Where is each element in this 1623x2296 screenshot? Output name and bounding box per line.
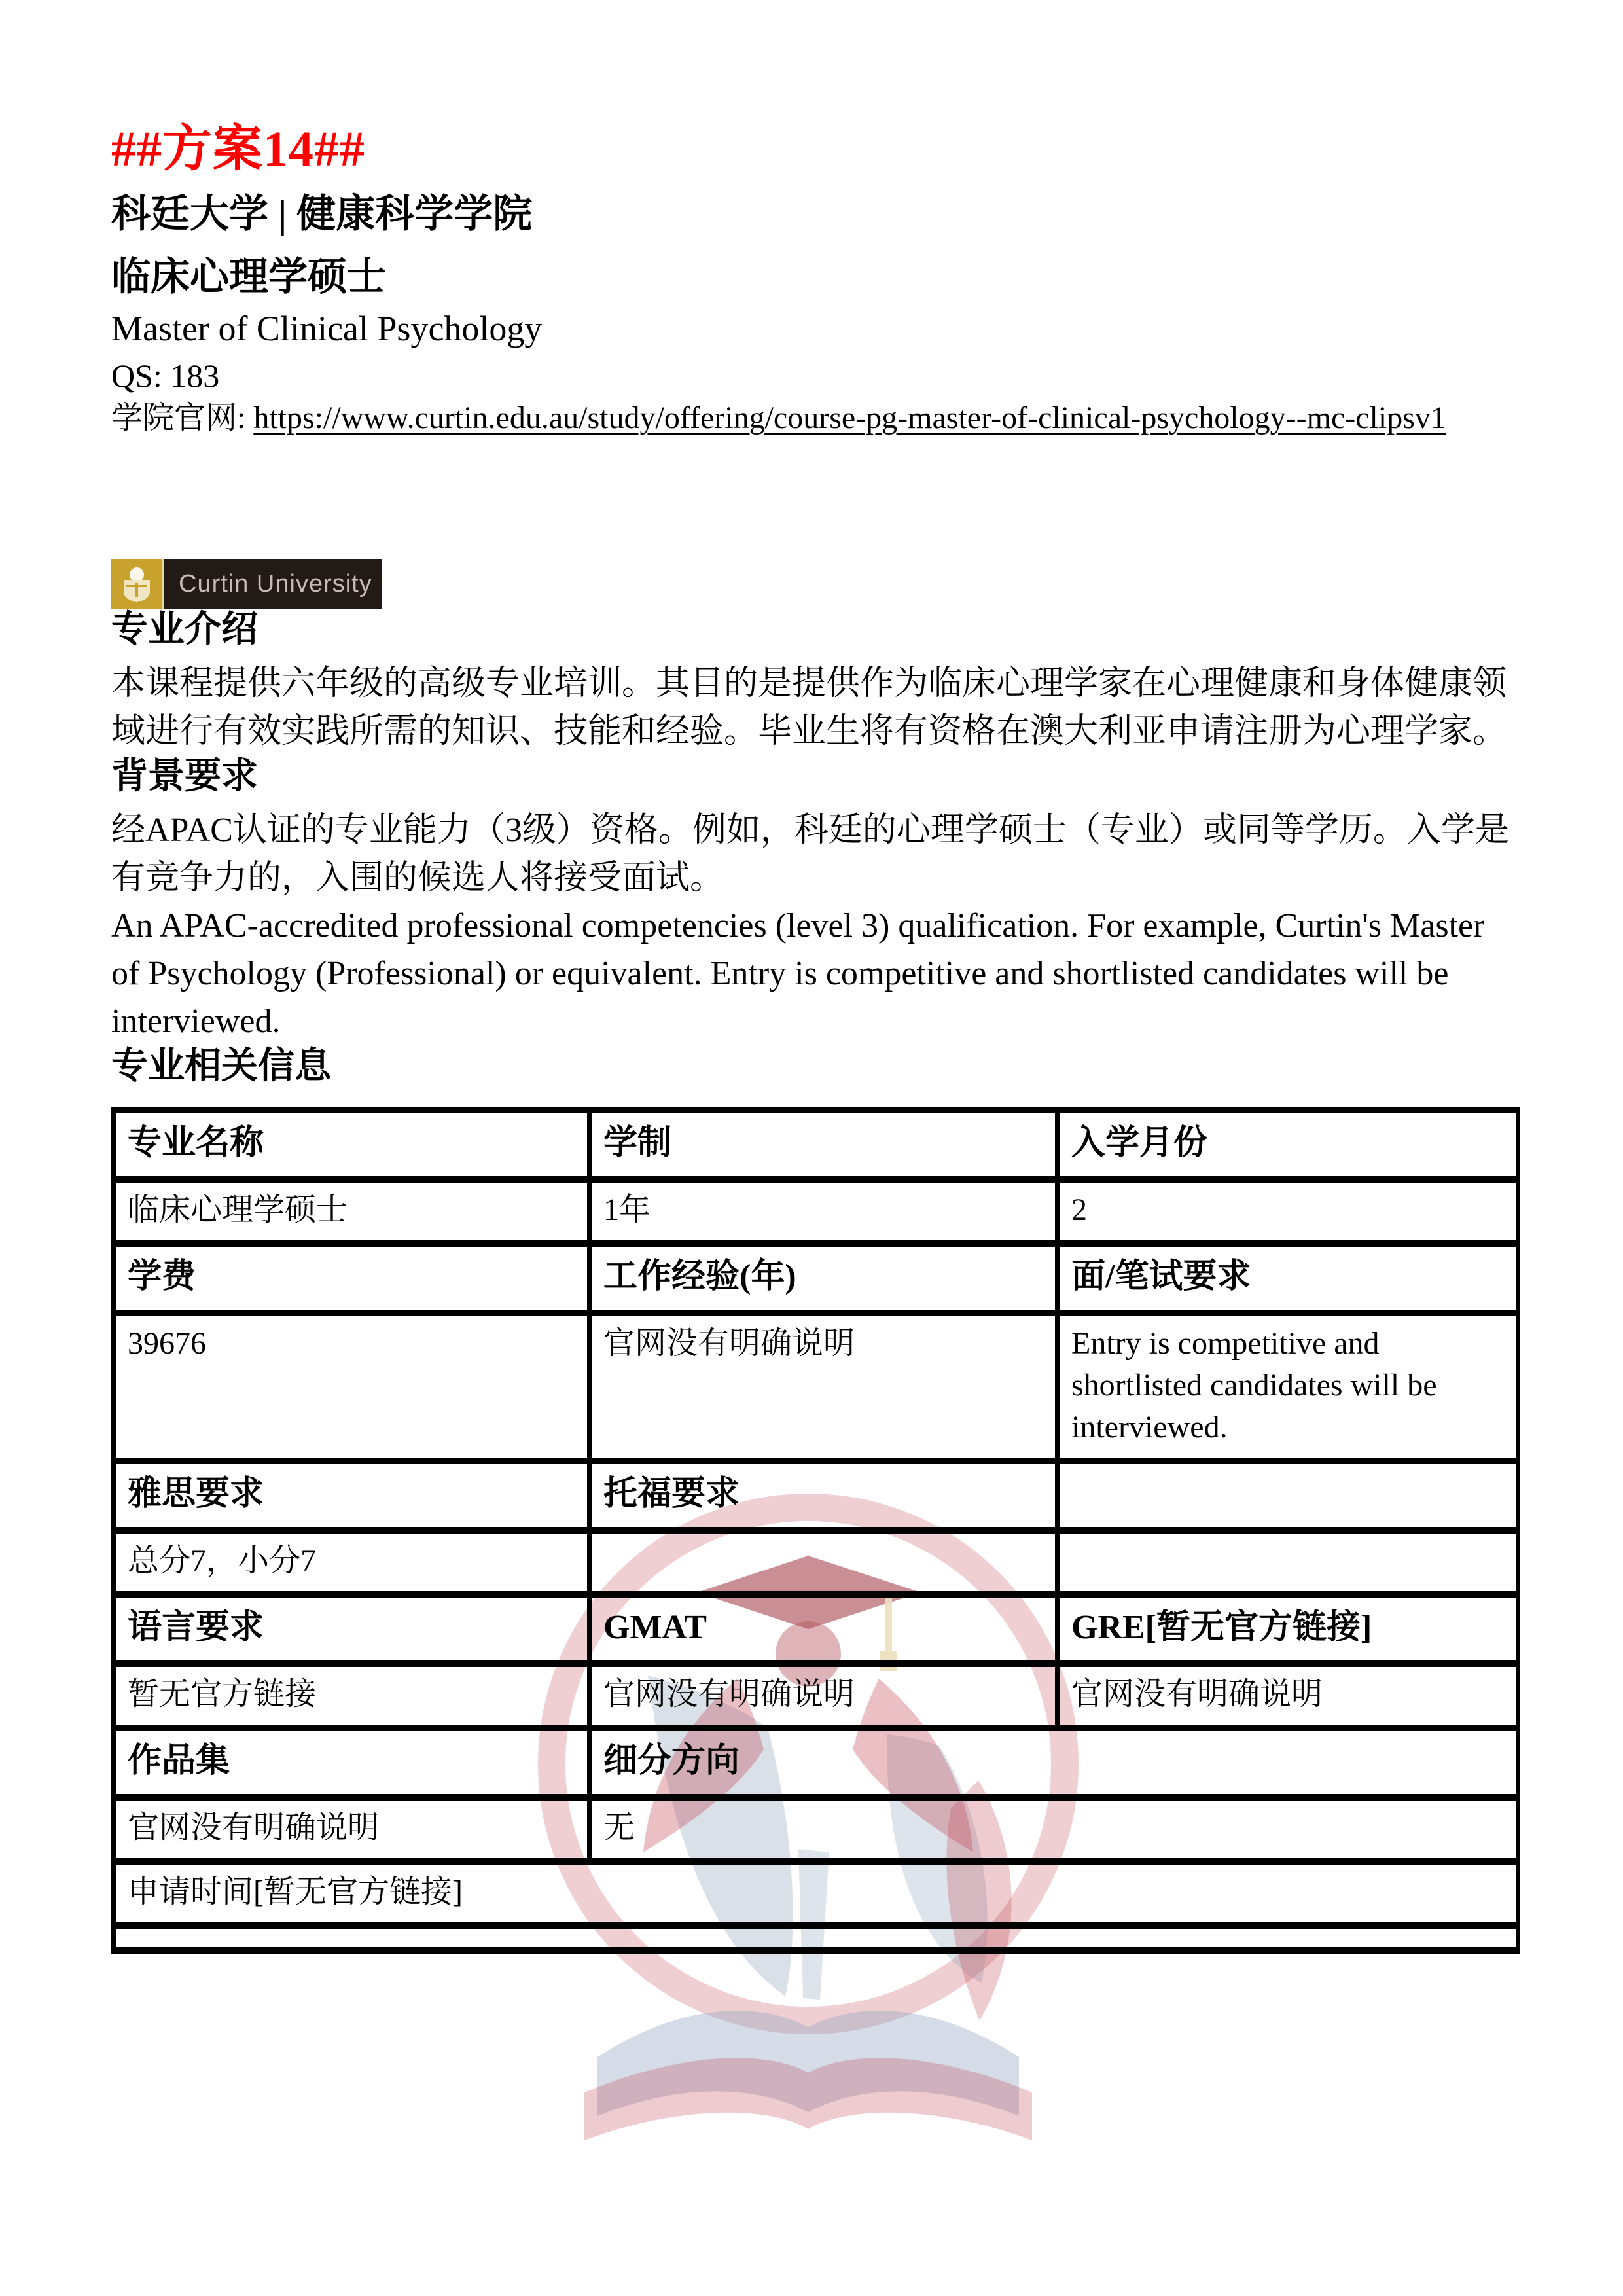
cell-work-experience: 官网没有明确说明 xyxy=(590,1313,1058,1461)
table-row xyxy=(114,1926,1518,1950)
official-site-link[interactable]: https://www.curtin.edu.au/study/offering/course-pg-master-of-clinical-psychology--mc-clipsv1 xyxy=(253,401,1446,435)
scheme-tag: ##方案14## xyxy=(111,122,365,177)
header-cell-interview-test: 面/笔试要求 xyxy=(1058,1244,1518,1313)
cell-blank xyxy=(590,1530,1058,1594)
header-cell-toefl: 托福要求 xyxy=(590,1461,1058,1530)
cell-gre: 官网没有明确说明 xyxy=(1058,1664,1518,1728)
header-cell-work-experience: 工作经验(年) xyxy=(590,1244,1058,1313)
cell-blank xyxy=(1058,1530,1518,1594)
curtin-logo-text: Curtin University xyxy=(164,559,382,609)
curtin-crest-icon xyxy=(111,559,164,609)
section-title-intro: 专业介绍 xyxy=(111,609,258,650)
cell-duration: 1年 xyxy=(590,1179,1058,1244)
header-cell-specialisation: 细分方向 xyxy=(590,1728,1518,1797)
cell-language-req: 暂无官方链接 xyxy=(114,1664,590,1728)
curtin-university-logo xyxy=(111,559,382,609)
cell-application-time: 申请时间[暂无官方链接] xyxy=(114,1861,1518,1926)
table-row xyxy=(114,1797,1518,1861)
cell-blank xyxy=(1058,1461,1518,1530)
header-cell-intake-month: 入学月份 xyxy=(1058,1110,1518,1179)
table-row xyxy=(114,1861,1518,1926)
program-title-en: Master of Clinical Psychology xyxy=(111,309,543,348)
table-row xyxy=(114,1530,1518,1594)
header-cell-program-name: 专业名称 xyxy=(114,1110,590,1179)
cell-portfolio: 官网没有明确说明 xyxy=(114,1797,590,1861)
table-row xyxy=(114,1728,1518,1797)
section-title-related-info: 专业相关信息 xyxy=(111,1046,331,1086)
cell-intake-month: 2 xyxy=(1058,1179,1518,1244)
table-row xyxy=(114,1110,1518,1179)
cell-blank xyxy=(114,1926,1518,1950)
cell-interview-test: Entry is competitive and shortlisted candidates will be interviewed. xyxy=(1058,1313,1518,1461)
program-title-cn: 临床心理学硕士 xyxy=(111,255,386,298)
cell-ielts-score: 总分7，小分7 xyxy=(114,1530,590,1594)
cell-tuition: 39676 xyxy=(114,1313,590,1461)
background-paragraph-en: An APAC-accredited professional competencies (level 3) qualification. For example, Curtin's Master of Psychology (Professional) or equivalent. Entry is competitive and shortlisted candidates will be interviewed. xyxy=(111,907,1485,1040)
cell-gmat: 官网没有明确说明 xyxy=(590,1664,1058,1728)
header-cell-tuition: 学费 xyxy=(114,1244,590,1313)
table-row xyxy=(114,1244,1518,1313)
cell-specialisation: 无 xyxy=(590,1797,1518,1861)
qs-ranking: QS: 183 xyxy=(111,357,220,394)
table-row xyxy=(114,1313,1518,1461)
official-site-label: 学院官网: xyxy=(111,401,246,435)
intro-paragraph: 本课程提供六年级的高级专业培训。其目的是提供作为临床心理学家在心理健康和身体健康领域进行有效实践所需的知识、技能和经验。毕业生将有资格在澳大利亚申请注册为心理学家。 xyxy=(111,665,1507,750)
program-info-table xyxy=(111,1107,1520,1954)
header-cell-duration: 学制 xyxy=(590,1110,1058,1179)
background-paragraph-cn: 经APAC认证的专业能力（3级）资格。例如，科廷的心理学硕士（专业）或同等学历。入学是有竞争力的，入围的候选人将接受面试。 xyxy=(111,812,1509,897)
table-row xyxy=(114,1594,1518,1664)
section-title-background: 背景要求 xyxy=(111,756,258,797)
header-cell-gre: GRE[暂无官方链接] xyxy=(1058,1594,1518,1664)
university-title: 科廷大学 | 健康科学学院 xyxy=(111,192,533,236)
header-cell-language-req: 语言要求 xyxy=(114,1594,590,1664)
cell-program-name: 临床心理学硕士 xyxy=(114,1179,590,1244)
header-cell-portfolio: 作品集 xyxy=(114,1728,590,1797)
header-cell-gmat: GMAT xyxy=(590,1594,1058,1664)
table-row xyxy=(114,1179,1518,1244)
table-row xyxy=(114,1664,1518,1728)
header-cell-ielts: 雅思要求 xyxy=(114,1461,590,1530)
table-row xyxy=(114,1461,1518,1530)
official-site-line xyxy=(111,398,1567,439)
